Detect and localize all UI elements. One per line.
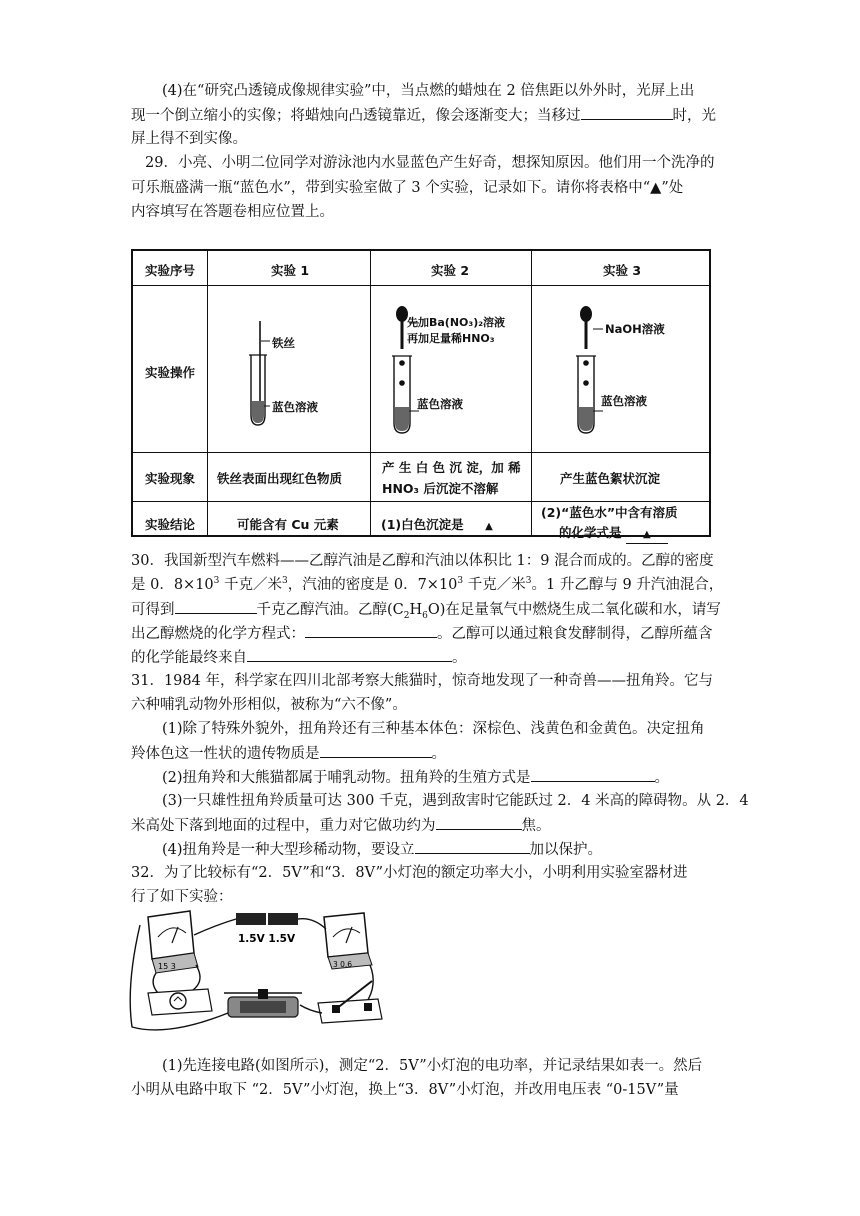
header-exp2: 实验 2 [431,263,470,278]
q29-line1: 29．小亮、小明二位同学对游泳池内水显蓝色产生好奇，想探知原因。他们用一个洗净的 [145,155,715,171]
op3-label-reagent: NaOH溶液 [605,322,665,336]
answer-blank-triangle[interactable]: ▲ [626,529,668,544]
q31-p4: (4)扭角羚是一种大型珍稀动物，要设立 加以保护。 [162,839,602,860]
q30-line5: 的化学能最终来自 。 [131,647,467,668]
rheostat-icon [224,989,302,1017]
q29-line2: 可乐瓶盛满一瓶“蓝色水”，带到实验室做了 3 个实验，记录如下。请你将表格中“▲”处 [131,180,684,196]
conclusion-1: 可能含有 Cu 元素 [237,517,339,532]
answer-blank[interactable] [175,599,257,614]
answer-blank[interactable] [320,743,432,758]
q31-p2: (2)扭角羚和大熊猫都属于哺乳动物。扭角羚的生殖方式是 。 [162,767,669,788]
q31-p3-line1: (3)一只雄性扭角羚质量可达 300 千克，遇到敌害时它能跃过 2．4 米高的障碍物。从 2．4 [162,793,749,809]
phenomenon-2-line1: 产 生 白 色 沉 淀，加 稀 [382,460,521,475]
conclusion-2: (1)白色沉淀是 ▲ [381,515,510,536]
answer-blank[interactable] [581,105,673,120]
op2-label-reagent1: 先加Ba(NO₃)₂溶液 [407,316,506,329]
header-exp3: 实验 3 [603,263,642,278]
voltmeter-icon [324,913,372,969]
answer-blank-triangle[interactable]: ▲ [468,521,510,536]
row-phenomenon: 实验现象 [145,471,196,486]
answer-blank[interactable] [247,647,452,662]
ammeter-icon [148,911,198,973]
q32-line2: 行了如下实验： [131,889,233,905]
test-tube-iron-wire-icon [233,313,303,433]
battery-icon [236,913,298,945]
q31-p3-line2: 米高处下落到地面的过程中，重力对它做功约为 焦。 [131,815,551,836]
q29-line3: 内容填写在答题卷相应位置上。 [131,204,334,220]
row-conclusion: 实验结论 [145,517,196,532]
q31-p1-line1: (1)除了特殊外貌外，扭角羚还有三种基本体色：深棕色、浅黄色和金黄色。决定扭角 [162,721,705,737]
op1-label-solution: 蓝色溶液 [272,400,318,414]
q30-line1: 30．我国新型汽车燃料——乙醇汽油是乙醇和汽油以体积比 1：9 混合而成的。乙醇的密度 [131,553,714,569]
op2-label-solution: 蓝色溶液 [417,397,463,411]
op2-label-reagent2: 再加足量稀HNO₃ [407,332,495,345]
circuit-diagram [128,905,398,1040]
q31-p1-line2: 羚体色这一性状的遗传物质是 。 [131,743,446,764]
answer-blank[interactable] [531,767,655,782]
answer-blank[interactable] [436,815,522,830]
q30-line4: 出乙醇燃烧的化学方程式： 。乙醇可以通过粮食发酵制得，乙醇所蕴含 [131,623,713,644]
q32-line1: 32．为了比较标有“2．5V”和“3．8V”小灯泡的额定功率大小，小明利用实验室器材进 [131,865,688,881]
voltmeter-scale: 3 0.6 [333,960,353,969]
header-seq: 实验序号 [145,263,196,278]
conclusion-3-line1: (2)“蓝色水”中含有溶质 [541,505,678,520]
answer-blank[interactable] [305,623,437,638]
bulb-icon [148,989,212,1015]
q32-p1-line1: (1)先连接电路(如图所示)，测定“2．5V”小灯泡的电功率，并记录结果如表一。然后 [162,1058,703,1074]
q32-p1-line2: 小明从电路中取下 “2．5V”小灯泡，换上“3．8V”小灯泡，并改用电压表 “0-15V”量 [131,1082,679,1098]
experiment-table [131,249,711,540]
battery-label: 1.5V 1.5V [238,933,296,945]
phenomenon-3: 产生蓝色絮状沉淀 [560,471,661,486]
q31-line2: 六种哺乳动物外形相似，被称为“六不像”。 [131,697,407,713]
q28-4-line1: (4)在“研究凸透镜成像规律实验”中，当点燃的蜡烛在 2 倍焦距以外外时，光屏上出 [162,83,695,99]
header-exp1: 实验 1 [271,263,310,278]
q28-4-line2: 现一个倒立缩小的实像；将蜡烛向凸透镜靠近，像会逐渐变大；当移过 时，光 [131,105,716,126]
op3-label-solution: 蓝色溶液 [601,394,647,408]
q30-line3: 可得到 千克乙醇汽油。乙醇$(C_2H_6O)$在足量氧气中燃烧生成二氧化碳和水，请写 [131,599,721,620]
q28-4-line3: 屏上得不到实像。 [131,131,247,147]
row-operation: 实验操作 [145,365,196,380]
answer-blank[interactable] [415,839,530,854]
q30-line2: 是 0．$8\times 10^3$ 千克／米$^3$，汽油的密度是 0．$7\times 10^3$ 千克／米$^3$。1 升乙醇与 9 升汽油混合， [131,576,724,593]
phenomenon-2-line2: HNO₃ 后沉淀不溶解 [382,481,499,496]
op1-label-wire: 铁丝 [272,336,295,350]
q31-line1: 31．1984 年，科学家在四川北部考察大熊猫时，惊奇地发现了一种奇兽——扭角羚。它与 [131,673,713,689]
phenomenon-1: 铁丝表面出现红色物质 [217,471,343,486]
ammeter-scale: 15 3 [158,962,176,971]
conclusion-3-line2: 的化学式是 ▲ [559,523,668,544]
